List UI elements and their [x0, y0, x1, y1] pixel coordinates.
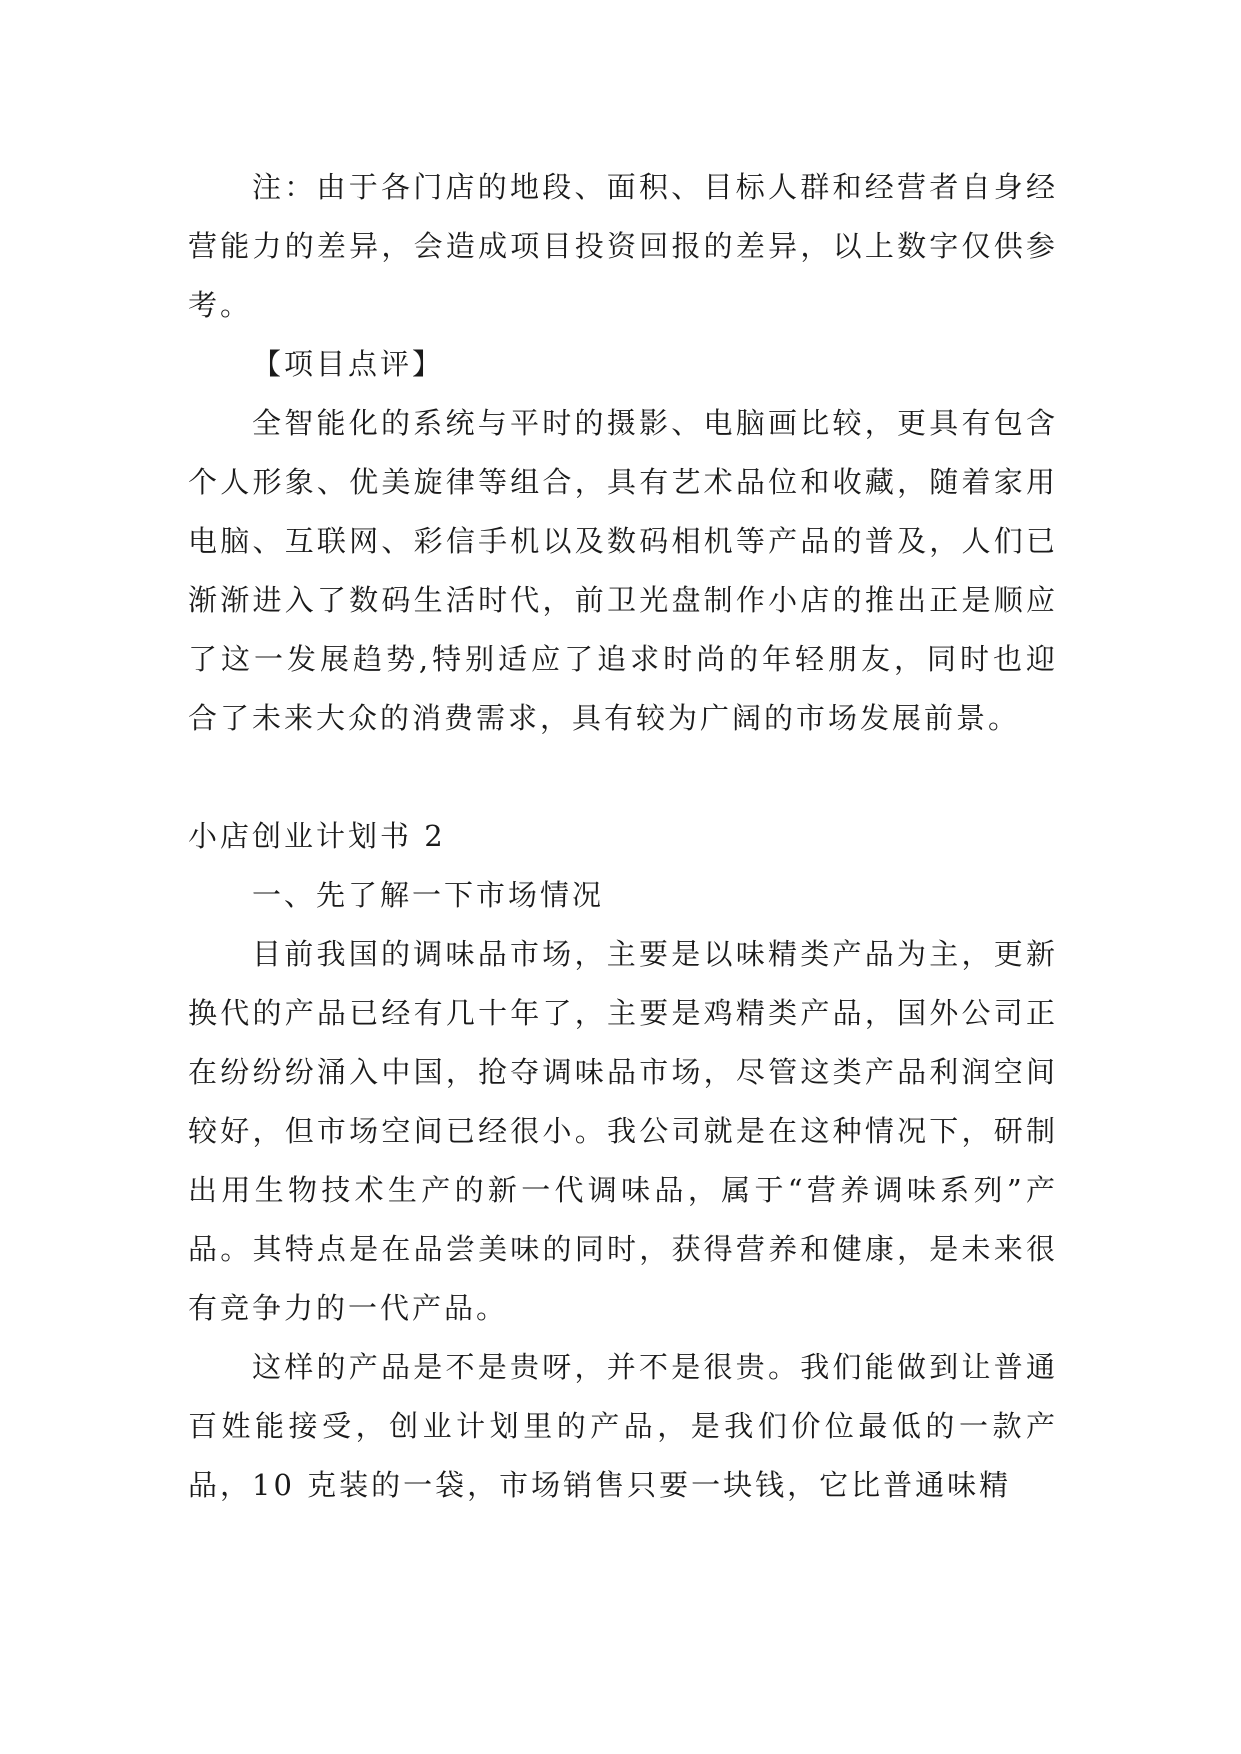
document-page: [188, 158, 1058, 1515]
section-title: 小店创业计划书 2: [188, 819, 446, 853]
subsection-title: 一、先了解一下市场情况: [252, 878, 605, 912]
review-paragraph: 全智能化的系统与平时的摄影、电脑画比较，更具有包含个人形象、优美旋律等组合，具有艺术品位和收藏，随着家用电脑、互联网、彩信手机以及数码相机等产品的普及，人们已渐渐进入了数码生活时代，前卫光盘制作小店的推出正是顺应了这一发展趋势,特别适应了追求时尚的年轻朋友，同时也迎合了未来大众的消费需求，具有较为广阔的市场发展前景。: [188, 406, 1058, 735]
note-paragraph: 注：由于各门店的地段、面积、目标人群和经营者自身经营能力的差异，会造成项目投资回报的差异，以上数字仅供参考。: [188, 170, 1058, 322]
market-paragraph-2: 这样的产品是不是贵呀，并不是很贵。我们能做到让普通百姓能接受，创业计划里的产品，是我们价位最低的一款产品，10 克装的一袋，市场销售只要一块钱，它比普通味精: [188, 1350, 1058, 1502]
market-paragraph-1: 目前我国的调味品市场，主要是以味精类产品为主，更新换代的产品已经有几十年了，主要是鸡精类产品，国外公司正在纷纷纷涌入中国，抢夺调味品市场，尽管这类产品利润空间较好，但市场空间已经很小。我公司就是在这种情况下，研制出用生物技术生产的新一代调味品，属于“营养调味系列”产品。其特点是在品尝美味的同时，获得营养和健康，是未来很有竞争力的一代产品。: [188, 937, 1058, 1325]
review-heading: 【项目点评】: [252, 347, 445, 381]
